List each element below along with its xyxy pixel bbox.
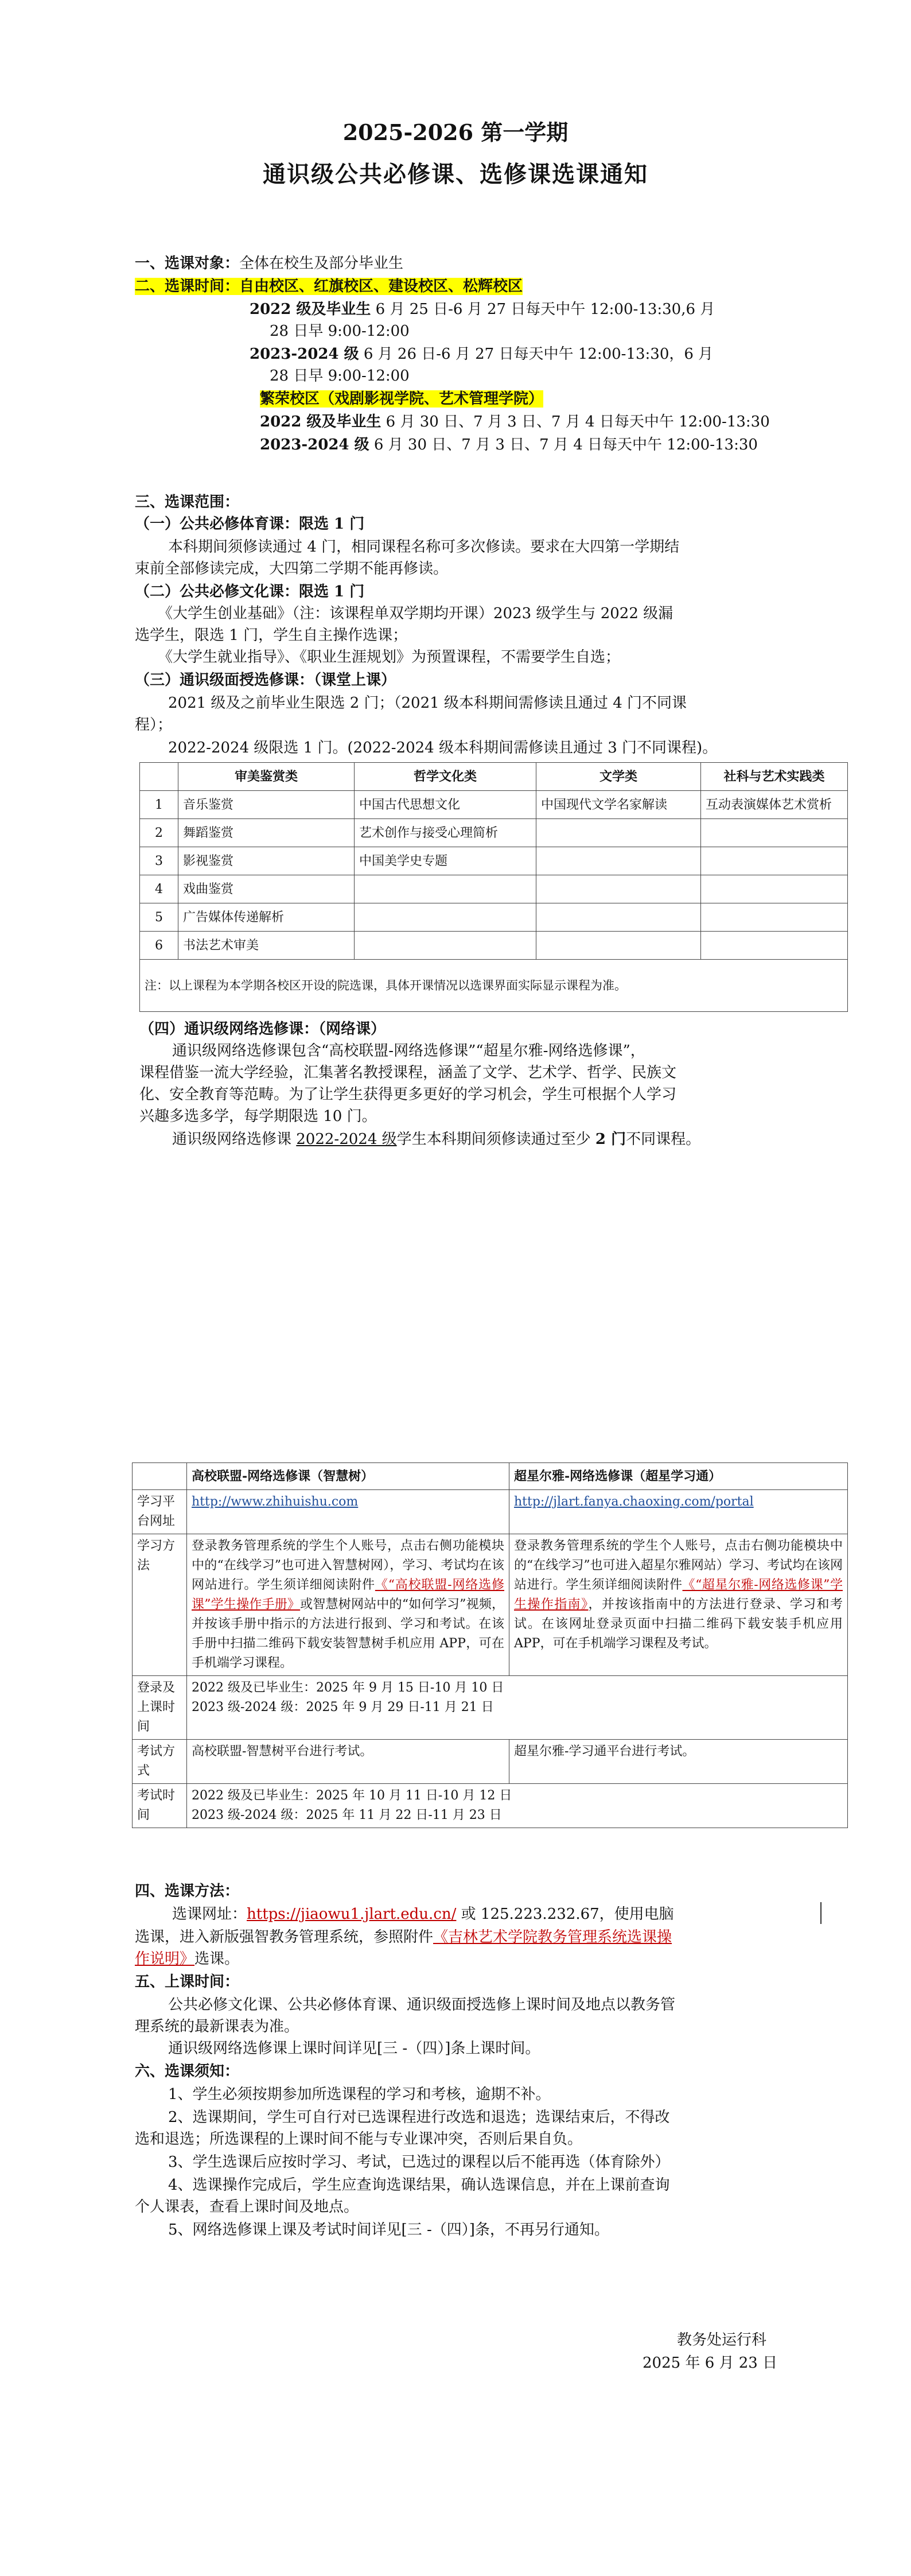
table-cell: 广告媒体传递解析 <box>178 903 355 932</box>
time-row-3 <box>260 411 770 433</box>
table-header-cell: 文学类 <box>536 763 701 791</box>
line5-count: 2 门 <box>595 1131 626 1148</box>
table-cell: 舞蹈鉴赏 <box>178 819 355 847</box>
url-label: 选课网址： <box>172 1906 247 1923</box>
time-row-1-cont: 28 日早 9:00-12:00 <box>270 323 410 340</box>
time-row-3-time: 6 月 30 日、7 月 3 日、7 月 4 日每天中午 12:00-13:30 <box>381 413 770 430</box>
table-cell: 3 <box>140 847 178 875</box>
table-header-cell: 审美鉴赏类 <box>178 763 355 791</box>
method-text: 登录教务管理系统的学生个人账号，点击右侧功能模块中的“在线学习”也可进入超星尔雅网站）学习、考试均在该网站进行。学生须详细阅读附件 <box>514 1539 843 1592</box>
table-header-cell: 哲学文化类 <box>355 763 536 791</box>
table-row-platform <box>133 1490 848 1534</box>
table-header-row <box>140 763 848 791</box>
time-row-4-grade: 2023-2024 级 <box>260 436 369 453</box>
section-3-3-head: （三）通识级面授选修课：（课堂上课） <box>135 672 396 689</box>
method-text: 或智慧树网站中的“如何学习”视频，并按该手册中指示的方法进行报到、学习和考试。在该手册中扫描二维码下载安装智慧树手机应用 APP，可在手机端学习课程。 <box>192 1597 504 1670</box>
table-cell <box>536 847 701 875</box>
table-cell <box>536 903 701 932</box>
section-1 <box>135 253 403 274</box>
chaoxing-guide-link[interactable]: 《“超星尔雅-网络选修课”学生操作指南》 <box>514 1578 843 1612</box>
section-3-3-line2: 程）； <box>135 716 173 734</box>
table-cell: 超星尔雅-学习通平台进行考试。 <box>509 1740 848 1784</box>
table-cell: 中国美学史专题 <box>355 847 536 875</box>
section-3-4-line3: 化、安全教育等范畴。为了让学生获得更多更好的学习机会，学生可根据个人学习 <box>139 1086 677 1103</box>
method-text: ，并按该指南中的方法进行登录、学习和考试。在该网址登录页面中扫描二维码下载安装手机应用 APP，可在手机端学习课程及考试。 <box>514 1597 843 1651</box>
notice-1: 1、学生必须按期参加所选课程的学习和考核，逾期不补。 <box>168 2086 551 2103</box>
table-cell: 高校联盟-智慧树平台进行考试。 <box>187 1740 509 1784</box>
issuing-department: 教务处运行科 <box>677 2331 767 2349</box>
table-cell <box>701 819 848 847</box>
table-cell <box>187 1534 509 1676</box>
section-3-head: 三、选课范围： <box>135 494 240 511</box>
campus-group-1: 自由校区、红旗校区、建设校区、松辉校区 <box>239 278 523 295</box>
table-cell: 6 <box>140 932 178 960</box>
table-cell <box>355 875 536 903</box>
course-category-table <box>139 762 848 1012</box>
table-cell: 1 <box>140 791 178 819</box>
campus-group-2: 繁荣校区（戏剧影视学院、艺术管理学院） <box>260 390 544 408</box>
section-4-line1 <box>172 1903 674 1925</box>
title-line1: 2025-2026 第一学期 <box>342 119 569 145</box>
notice-2-line1: 2、选课期间，学生可自行对已选课程进行改选和退选；选课结束后，不得改 <box>168 2109 670 2126</box>
guide-attachment-link[interactable]: 《吉林艺术学院教务管理系统选课操 <box>433 1929 672 1946</box>
section-5-line2: 理系统的最新课表为准。 <box>135 2018 299 2035</box>
table-cell <box>187 1784 848 1828</box>
issue-date: 2025 年 6 月 23 日 <box>643 2354 778 2372</box>
notice-3: 3、学生选课后应按时学习、考试，已选过的课程以后不能再选（体育除外） <box>168 2154 670 2171</box>
table-row-method <box>133 1534 848 1676</box>
section-4-head: 四、选课方法： <box>135 1883 240 1900</box>
table-cell <box>701 875 848 903</box>
section-3-4-line5 <box>172 1128 700 1150</box>
table-cell: 互动表演媒体艺术赏析 <box>701 791 848 819</box>
table-cell <box>355 932 536 960</box>
section-3-3-line1: 2021 级及之前毕业生限选 2 门；（2021 级本科期间需修读且通过 4 门不同课 <box>168 695 687 712</box>
zhihuishu-link[interactable]: http://www.zhihuishu.com <box>192 1495 359 1509</box>
table-cell: 音乐鉴赏 <box>178 791 355 819</box>
row-label: 考试时间 <box>133 1784 187 1828</box>
table-corner-cell <box>133 1463 187 1490</box>
table-header-cell: 社科与艺术实践类 <box>701 763 848 791</box>
login-time-line: 2022 级及已毕业生：2025 年 9 月 15 日-10 月 10 日 <box>192 1681 504 1695</box>
exam-time-line: 2022 级及已毕业生：2025 年 10 月 11 日-10 月 12 日 <box>192 1789 512 1803</box>
notice-2-line2: 选和退选；所选课程的上课时间不能与专业课冲突，否则后果自负。 <box>135 2131 583 2148</box>
notice-5: 5、网络选修课上课及考试时间详见[三 -（四）]条，不再另行通知。 <box>168 2221 609 2239</box>
section-3-4-line2: 课程借鉴一流大学经验，汇集著名教授课程，涵盖了文学、艺术学、哲学、民族文 <box>139 1064 677 1081</box>
section-3-1-head: （一）公共必修体育课：限选 1 门 <box>135 515 365 533</box>
table-row-login <box>133 1676 848 1740</box>
table-cell <box>536 932 701 960</box>
table-cell: 艺术创作与接受心理简析 <box>355 819 536 847</box>
section-3-4-line4: 兴趣多选多学，每学期限选 10 门。 <box>139 1108 377 1125</box>
section-1-head: 一、选课对象： <box>135 255 240 272</box>
section-5-line3: 通识级网络选修课上课时间详见[三 -（四）]条上课时间。 <box>168 2040 540 2057</box>
online-course-table <box>132 1462 848 1828</box>
time-row-2-cont: 28 日早 9:00-12:00 <box>270 367 410 385</box>
campus-group-2-line <box>260 388 543 410</box>
row-label: 考试方式 <box>133 1740 187 1784</box>
time-row-2-time: 6 月 26 日-6 月 27 日每天中午 12:00-13:30，6 月 <box>359 346 714 363</box>
table-cell: 中国古代思想文化 <box>355 791 536 819</box>
line3-text: 选课。 <box>194 1950 240 1968</box>
row-label: 登录及上课时间 <box>133 1676 187 1740</box>
time-row-4 <box>260 434 758 456</box>
table-row <box>140 903 848 932</box>
section-2-head-line <box>135 276 523 297</box>
section-4-line2 <box>135 1926 672 1948</box>
line2-text: 选课，进入新版强智教务管理系统，参照附件 <box>135 1929 434 1946</box>
col-header-zhihuishu: 高校联盟-网络选修课（智慧树） <box>187 1463 509 1490</box>
table-row <box>140 819 848 847</box>
table-row <box>140 932 848 960</box>
table-header-row <box>133 1463 848 1490</box>
col-header-chaoxing: 超星尔雅-网络选修课（超星学习通） <box>509 1463 848 1490</box>
time-row-2-grade: 2023-2024 级 <box>250 346 359 363</box>
section-3-2-line1: 《大学生创业基础》（注：该课程单双学期均开课）2023 级学生与 2022 级漏 <box>158 605 673 622</box>
notice-4-line2: 个人课表，查看上课时间及地点。 <box>135 2198 359 2216</box>
row-label: 学习平台网址 <box>133 1490 187 1534</box>
table-cell: 戏曲鉴赏 <box>178 875 355 903</box>
table-cell <box>701 903 848 932</box>
section-3-1-line1: 本科期间须修读通过 4 门，相同课程名称可多次修读。要求在大四第一学期结 <box>168 538 680 556</box>
section-6-head: 六、选课须知： <box>135 2063 240 2080</box>
url-alt: 或 125.223.232.67，使用电脑 <box>456 1906 674 1923</box>
section-5-head: 五、上课时间： <box>135 1973 240 1991</box>
section-1-body: 全体在校生及部分毕业生 <box>239 255 404 272</box>
table-cell: 4 <box>140 875 178 903</box>
course-selection-url[interactable]: https://jiaowu1.jlart.edu.cn/ <box>247 1906 457 1923</box>
table-cell <box>509 1534 848 1676</box>
time-row-1 <box>250 298 715 320</box>
table-cell <box>355 903 536 932</box>
table-cell: 2 <box>140 819 178 847</box>
section-2-head: 二、选课时间： <box>135 278 240 295</box>
line5-part-a: 通识级网络选修课 <box>172 1131 297 1148</box>
table-cell: 中国现代文学名家解读 <box>536 791 701 819</box>
table-cell <box>187 1490 509 1534</box>
time-row-1-grade: 2022 级及毕业生 <box>250 301 371 318</box>
table-row <box>140 875 848 903</box>
row-label: 学习方法 <box>133 1534 187 1676</box>
exam-time-line: 2023 级-2024 级：2025 年 11 月 22 日-11 月 23 日 <box>192 1808 502 1822</box>
table-cell <box>701 932 848 960</box>
notice-4-line1: 4、选课操作完成后，学生应查询选课结果，确认选课信息，并在上课前查询 <box>168 2177 670 2194</box>
table-cell <box>509 1490 848 1534</box>
table-note: 注：以上课程为本学期各校区开设的院选课，具体开课情况以选课界面实际显示课程为准。 <box>140 960 848 1012</box>
section-3-4-line1: 通识级网络选修课包含“高校联盟-网络选修课”“超星尔雅-网络选修课”， <box>172 1042 645 1060</box>
table-cell: 影视鉴赏 <box>178 847 355 875</box>
table-cell <box>536 875 701 903</box>
line5-part-e: 不同课程。 <box>626 1131 701 1148</box>
table-row-exam-time <box>133 1784 848 1828</box>
time-row-3-grade: 2022 级及毕业生 <box>260 413 381 430</box>
method-text: 登录教务管理系统的学生个人账号，点击右侧功能模块中的“在线学习”也可进入智慧树网），学习、考试均在该网站进行。学生须详细阅读附件 <box>192 1539 504 1592</box>
login-time-line: 2023 级-2024 级：2025 年 9 月 29 日-11 月 21 日 <box>192 1700 494 1714</box>
text-cursor <box>820 1902 822 1924</box>
table-cell: 书法艺术审美 <box>178 932 355 960</box>
section-3-3-line3: 2022-2024 级限选 1 门。(2022-2024 级本科期间需修读且通过 3 门不同课程)。 <box>168 739 718 756</box>
section-3-4-head: （四）通识级网络选修课：（网络课） <box>139 1021 386 1038</box>
table-cell <box>701 847 848 875</box>
section-3-1-line2: 束前全部修读完成，大四第二学期不能再修读。 <box>135 560 449 577</box>
table-row <box>140 847 848 875</box>
table-cell <box>536 819 701 847</box>
table-row-exam-method <box>133 1740 848 1784</box>
table-header-cell <box>140 763 178 791</box>
table-cell <box>187 1676 848 1740</box>
line5-grade: 2022-2024 级 <box>296 1131 397 1148</box>
guide-attachment-link-cont[interactable]: 作说明》 <box>135 1950 195 1968</box>
chaoxing-link[interactable]: http://jlart.fanya.chaoxing.com/portal <box>514 1495 754 1509</box>
time-row-4-time: 6 月 30 日、7 月 3 日、7 月 4 日每天中午 12:00-13:30 <box>369 436 758 453</box>
table-note-row <box>140 960 848 1012</box>
section-3-2-line2: 选学生，限选 1 门，学生自主操作选课； <box>135 627 408 644</box>
table-row <box>140 791 848 819</box>
line5-part-c: 学生本科期间须修读通过至少 <box>396 1131 595 1148</box>
table-cell: 5 <box>140 903 178 932</box>
time-row-1-time: 6 月 25 日-6 月 27 日每天中午 12:00-13:30,6 月 <box>371 301 715 318</box>
zhihuishu-manual-link[interactable]: 《“高校联盟-网络选修课”学生操作手册》 <box>192 1578 504 1612</box>
time-row-2 <box>250 343 713 365</box>
section-5-line1: 公共必修文化课、公共必修体育课、通识级面授选修上课时间及地点以教务管 <box>168 1996 676 2014</box>
section-3-2-head: （二）公共必修文化课：限选 1 门 <box>135 583 365 600</box>
section-3-2-line3: 《大学生就业指导》、《职业生涯规划》为预置课程，不需要学生自选； <box>158 649 621 666</box>
title-line2: 通识级公共必修课、选修课选课通知 <box>263 161 648 188</box>
section-4-line3 <box>135 1948 239 1970</box>
